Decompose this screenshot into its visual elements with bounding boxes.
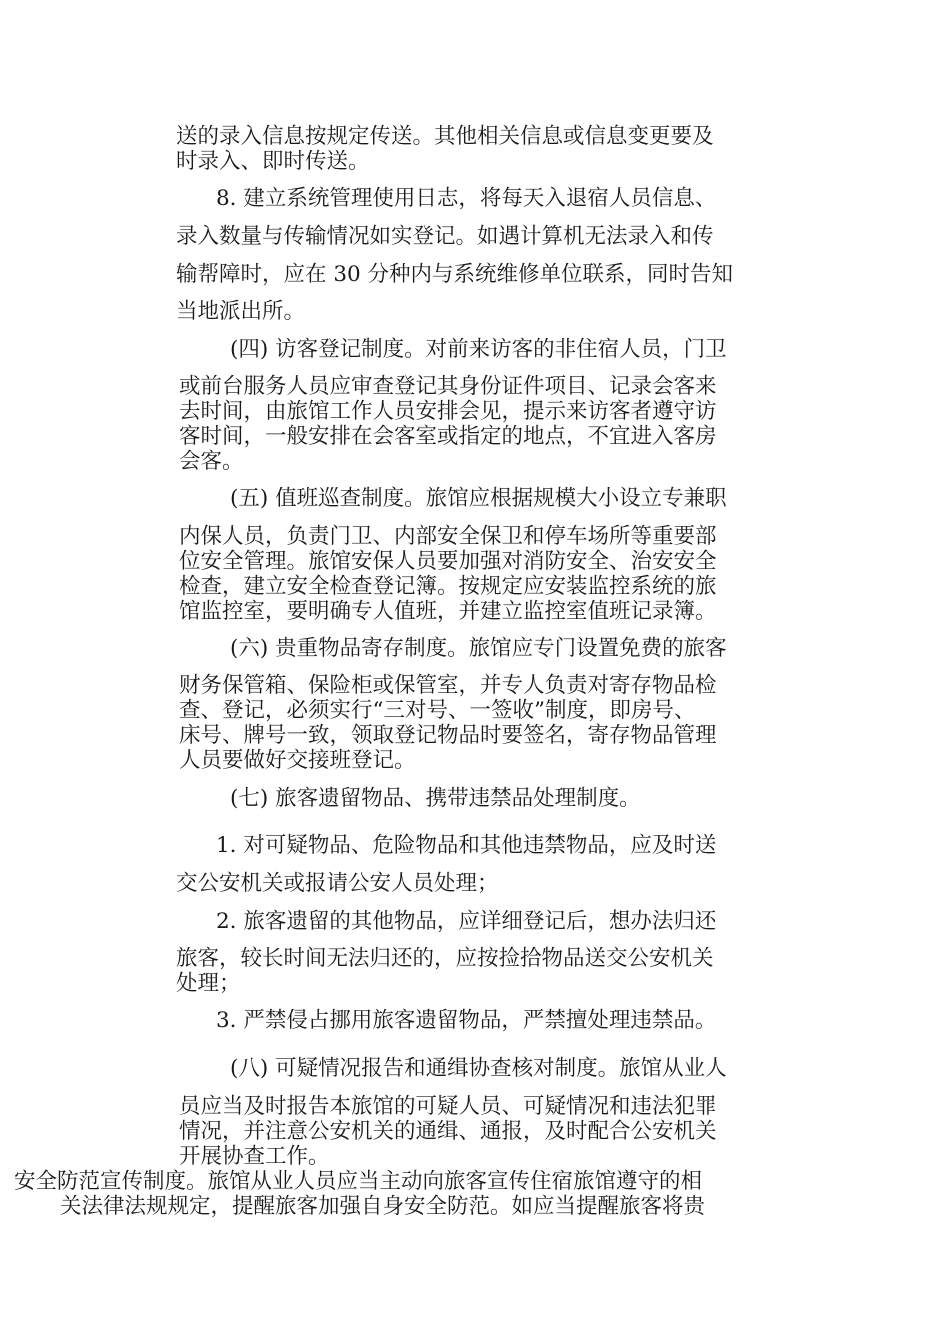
text-line: 录入数量与传输情况如实登记。如遇计算机无法录入和传 [176,224,714,249]
text-line: 位安全管理。旅馆安保人员要加强对消防安全、治安安全 [179,549,717,574]
text-line: (五) 值班巡查制度。旅馆应根据规模大小设立专兼职 [230,486,727,511]
text-line: 客时间，一般安排在会客室或指定的地点，不宜进入客房 [179,424,717,449]
text-line: (七) 旅客遗留物品、携带违禁品处理制度。 [230,786,641,811]
text-line: 员应当及时报告本旅馆的可疑人员、可疑情况和违法犯罪 [179,1094,717,1119]
text-line: (八) 可疑情况报告和通缉协查核对制度。旅馆从业人 [230,1056,727,1081]
text-line: 人员要做好交接班登记。 [179,748,416,773]
text-line: 检查，建立安全检查登记簿。按规定应安装监控系统的旅 [179,574,717,599]
text-line: (六) 贵重物品寄存制度。旅馆应专门设置免费的旅客 [230,636,727,661]
text-line: 会客。 [179,449,244,474]
text-line: 开展协查工作。 [179,1144,330,1169]
text-line: 1. 对可疑物品、危险物品和其他违禁物品，应及时送 [216,833,717,858]
text-line: 当地派出所。 [176,299,306,324]
text-line: 去时间，由旅馆工作人员安排会见，提示来访客者遵守访 [179,399,717,424]
text-line: 8. 建立系统管理使用日志，将每天入退宿人员信息、 [216,186,717,211]
text-line: 关法律法规规定，提醒旅客加强自身安全防范。如应当提醒旅客将贵 [60,1194,706,1219]
text-line: 时录入、即时传送。 [176,149,370,174]
text-line: 情况，并注意公安机关的通缉、通报，及时配合公安机关 [179,1119,717,1144]
text-line: 处理； [176,971,241,996]
text-line: 查、登记，必须实行“三对号、一签收”制度，即房号、 [179,698,696,723]
text-line: 安全防范宣传制度。旅馆从业人员应当主动向旅客宣传住宿旅馆遵守的相 [14,1169,703,1194]
text-line: 内保人员，负责门卫、内部安全保卫和停车场所等重要部 [179,524,717,549]
text-line: 床号、牌号一致，领取登记物品时要签名，寄存物品管理 [179,723,717,748]
text-line: 送的录入信息按规定传送。其他相关信息或信息变更要及 [176,124,714,149]
text-line: 财务保管箱、保险柜或保管室，并专人负责对寄存物品检 [179,673,717,698]
text-line: 输帮障时，应在 30 分种内与系统维修单位联系，同时告知 [176,262,734,287]
text-line: 3. 严禁侵占挪用旅客遗留物品，严禁擅处理违禁品。 [216,1008,717,1033]
text-line: 旅客，较长时间无法归还的，应按捡拾物品送交公安机关 [176,946,714,971]
text-line: 2. 旅客遗留的其他物品，应详细登记后，想办法归还 [216,909,717,934]
text-line: (四) 访客登记制度。对前来访客的非住宿人员，门卫 [230,337,727,362]
text-line: 交公安机关或报请公安人员处理； [176,871,499,896]
text-line: 或前台服务人员应审查登记其身份证件项目、记录会客来 [179,374,717,399]
text-line: 馆监控室，要明确专人值班，并建立监控室值班记录簿。 [179,599,717,624]
